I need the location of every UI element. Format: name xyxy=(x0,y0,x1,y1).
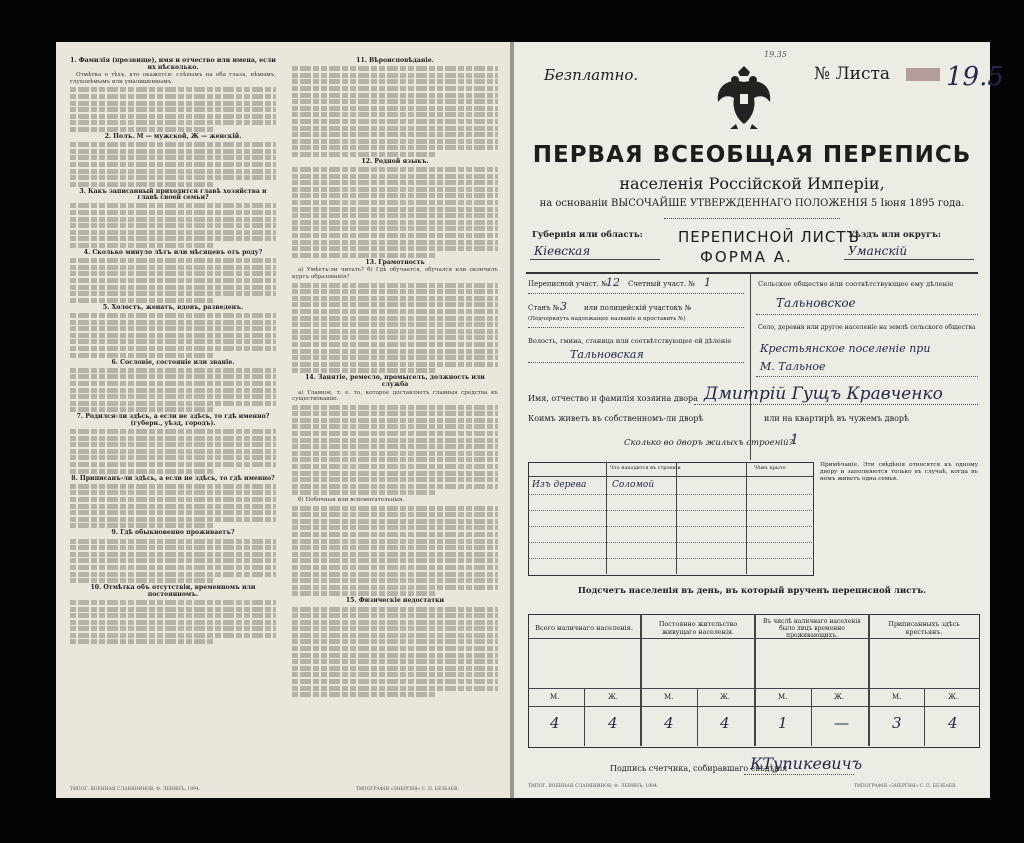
instruction-heading: 13. Грамотность xyxy=(365,258,425,266)
instruction-heading: 14. Занятіе, ремесло, промыселъ, должность или служба xyxy=(305,374,485,388)
fine-print-line xyxy=(70,572,276,577)
fine-print-line xyxy=(292,66,498,71)
fine-print-line xyxy=(292,424,498,429)
zh-label-3: Ж. xyxy=(834,693,845,701)
fine-print-line xyxy=(70,313,276,318)
instruction-heading: 8. Приписанъ-ли здѣсь, а если не здѣсь, то гдѣ именно? xyxy=(71,474,275,482)
poselenie-value: Крестьянское поселеніе при xyxy=(760,342,931,355)
stan-value: 3 xyxy=(560,300,567,313)
uezd-label: Уѣздъ или округъ: xyxy=(848,230,942,240)
fine-print-line xyxy=(292,240,498,245)
form-main-title: ПЕРВАЯ ВСЕОБЩАЯ ПЕРЕПИСЬ xyxy=(532,142,972,168)
fine-print-line xyxy=(292,646,498,651)
instructions-page xyxy=(56,42,512,798)
fine-print-line xyxy=(70,565,276,570)
fine-print-line xyxy=(70,504,276,509)
selo-label: Сельское общество или соотвѣтствующее ему дѣленіе xyxy=(758,280,954,288)
instruction-heading: 11. Вѣроисповѣданіе. xyxy=(356,57,434,64)
form-subtitle: населенія Россійской Имперіи, xyxy=(619,174,885,193)
fine-print-line xyxy=(292,578,498,583)
fine-print-line xyxy=(292,86,498,91)
sheet-number-handwritten: 19.5 xyxy=(946,62,1004,92)
fine-print-line xyxy=(292,253,436,258)
fine-print-line xyxy=(70,339,276,344)
fine-print-line xyxy=(70,87,276,92)
police-label: или полицейскій участокъ № xyxy=(584,304,692,312)
fine-print-line xyxy=(70,374,276,379)
fine-print-line xyxy=(292,289,498,294)
fine-print-line xyxy=(292,545,498,550)
instruction-heading: 10. Отмѣтка объ отсутствіи, временномъ или постоянномъ. xyxy=(90,584,256,598)
m-label-1: М. xyxy=(550,693,560,701)
fine-print-line xyxy=(292,132,498,137)
col-absent: Постоянно жительство живущаго населенія. xyxy=(658,620,738,636)
fine-print-line xyxy=(70,210,276,215)
free-label: Безплатно. xyxy=(544,66,639,84)
form-footer-left: ТИПОГ. ВОЕННАЯ СЛАВЯНИНОВ, Ф. ЛЕВИНЪ, 1894. xyxy=(528,784,659,789)
fine-print-line xyxy=(70,558,276,563)
instruction-heading: 3. Какъ записанный приходится главѣ хозяйства и главѣ своей семьи? xyxy=(79,187,267,202)
instruction-text: а) Главное, т. е. то, которое доставляетъ главныя средства къ существованію. xyxy=(292,389,498,403)
signature-value: КТупикевичъ xyxy=(750,754,863,773)
fine-print-line xyxy=(292,355,498,360)
fine-print-line xyxy=(70,639,214,644)
sheet-number-label: № Листа xyxy=(814,64,891,84)
fine-print-line xyxy=(292,457,498,462)
selo-value: Тальновское xyxy=(776,296,856,310)
fine-print-line xyxy=(292,405,498,410)
fine-print-line xyxy=(70,298,214,303)
fine-print-line xyxy=(70,539,276,544)
fine-print-line xyxy=(292,226,498,231)
fine-print-line xyxy=(70,449,276,454)
fine-print-line xyxy=(70,620,276,625)
instructions-footer-right: ТИПОГРАФІЯ «ЭНЕРГИЯ» С. П. БЕЗБАЕВ. xyxy=(356,787,459,792)
gubernia-label: Губернія или область: xyxy=(532,230,643,240)
instruction-heading: 5. Холостъ, женатъ, вдовъ, разведенъ. xyxy=(102,303,244,311)
fine-print-line xyxy=(70,155,276,160)
instruction-heading: 9. Гдѣ обыкновенно проживаетъ? xyxy=(111,529,235,537)
count-value: 4 xyxy=(608,714,618,732)
fine-print-line xyxy=(70,107,276,112)
fine-print-line xyxy=(70,490,276,495)
double-headed-eagle-icon xyxy=(714,64,774,130)
fine-print-line xyxy=(292,464,498,469)
fine-print-line xyxy=(70,368,276,373)
instructions-footer-left: ТИПОГ. ВОЕННАЯ СЛАВЯНИНОВ, Ф. ЛЕВИНЪ, 1894. xyxy=(70,787,201,792)
fine-print-line xyxy=(292,633,498,638)
fine-print-line xyxy=(70,265,276,270)
fine-print-line xyxy=(292,692,436,697)
uchastok-value: 12 xyxy=(606,276,620,289)
census-form-page xyxy=(514,42,1004,798)
instruction-heading: 2. Полъ. М — мужской, Ж — женскій. xyxy=(104,132,242,140)
gubernia-value: Кіевская xyxy=(534,244,591,258)
fine-print-line xyxy=(292,200,498,205)
own-yard-label: Коимъ живетъ въ собственномъ-ли дворѣ xyxy=(528,414,704,423)
fine-print-line xyxy=(292,490,436,495)
fine-print-line xyxy=(292,444,498,449)
fine-print-line xyxy=(70,223,276,228)
fine-print-line xyxy=(70,291,276,296)
count-value: 4 xyxy=(550,714,560,732)
fine-print-line xyxy=(292,362,498,367)
fine-print-line xyxy=(70,523,214,528)
fine-print-line xyxy=(70,578,214,583)
count-title: Подсчетъ населенія въ день, въ который врученъ переписной листъ. xyxy=(577,586,927,596)
fine-print-line xyxy=(292,585,498,590)
form-title-1: ПЕРЕПИСНОЙ ЛИСТЪ xyxy=(678,228,860,246)
count-value: 3 xyxy=(892,714,902,732)
count-value: 1 xyxy=(778,714,788,732)
fine-print-line xyxy=(292,316,498,321)
fine-print-line xyxy=(292,626,498,631)
fine-print-line xyxy=(70,510,276,515)
table-head-a: Что находится въ строеніи xyxy=(610,465,681,471)
fine-print-line xyxy=(70,285,276,290)
fine-print-line xyxy=(70,230,276,235)
buildings-label: Сколько во дворъ жилыхъ строеній? xyxy=(624,438,794,448)
fine-print-line xyxy=(70,94,276,99)
fine-print-line xyxy=(292,99,498,104)
fine-print-line xyxy=(292,329,498,334)
owner-value: Дмитрій Гущъ Кравченко xyxy=(704,384,943,404)
instruction-heading: 6. Сословіе, состояніе или званіе. xyxy=(111,358,235,366)
m-label-2: М. xyxy=(664,693,674,701)
count-value: — xyxy=(834,714,849,732)
fine-print-line xyxy=(292,471,498,476)
instruction-text: а) Умѣетъ-ли читать? б) Гдѣ обучается, обучался или окончилъ курсъ образованія? xyxy=(292,267,498,280)
instructions-column-1 xyxy=(70,56,276,786)
count-value: 4 xyxy=(720,714,730,732)
table-head-b: Чѣмъ крыто xyxy=(754,465,786,471)
fine-print-line xyxy=(70,607,276,612)
fine-print-line xyxy=(70,388,276,393)
fine-print-line xyxy=(292,558,498,563)
note-right: Примѣчаніе. Эти свѣдѣнія относятся къ одному двору и заполняются только въ случаѣ, когда въ немъ живетъ одна семья. xyxy=(820,462,978,482)
fine-print-line xyxy=(70,271,276,276)
fine-print-line xyxy=(70,633,276,638)
fine-print-line xyxy=(70,326,276,331)
form-footer-right: ТИПОГРАФІЯ «ЭНЕРГИЯ» С. П. БЕЗБАЕВ. xyxy=(854,784,957,789)
form-basis: на основаніи ВЫСОЧАЙШЕ УТВЕРЖДЕННАГО ПОЛОЖЕНІЯ 5 Іюня 1895 года. xyxy=(539,198,965,209)
owner-label: Имя, отчество и фамилія хозяина двора xyxy=(528,394,698,403)
fine-print-line xyxy=(292,653,498,658)
fine-print-line xyxy=(292,302,498,307)
m-label-3: М. xyxy=(778,693,788,701)
fine-print-line xyxy=(292,659,498,664)
fine-print-line xyxy=(70,236,276,241)
sheet-number-stamp xyxy=(906,68,940,81)
table-row1-a: Изъ дерева xyxy=(532,480,587,490)
col-temporary: Въ числѣ наличнаго населенія было лицъ временно проживающихъ. xyxy=(763,618,861,639)
fine-print-line xyxy=(70,169,276,174)
instruction-heading: 7. Родился-ли здѣсь, а если не здѣсь, то гдѣ именно? (губерн., уѣзд, городъ). xyxy=(76,413,270,427)
fine-print-line xyxy=(70,101,276,106)
fine-print-line xyxy=(292,672,498,677)
fine-print-line xyxy=(292,335,498,340)
fine-print-line xyxy=(70,127,214,132)
col-enrolled: Приписанныхъ здѣсь крестьянъ. xyxy=(888,620,960,636)
fine-print-line xyxy=(70,394,276,399)
fine-print-line xyxy=(292,167,498,172)
buildings-value: 1 xyxy=(790,432,799,448)
uezd-value: Уманскій xyxy=(848,244,908,258)
corner-marks: 19.35 xyxy=(764,50,787,59)
fine-print-line xyxy=(292,296,498,301)
fine-print-line xyxy=(70,484,276,489)
fine-print-line xyxy=(292,438,498,443)
fine-print-line xyxy=(292,207,498,212)
fine-print-line xyxy=(292,139,498,144)
volost-value: Тальновская xyxy=(570,348,644,361)
signature-label: Подпись счетчика, собиравшаго свѣдѣнія xyxy=(610,764,788,773)
fine-print-line xyxy=(70,626,276,631)
fine-print-line xyxy=(292,431,498,436)
col-present: Всего наличнаго населенія. xyxy=(535,624,633,632)
fine-print-line xyxy=(70,149,276,154)
instruction-text: Отмѣтка о тѣхъ, кто окажется: слѣпымъ на оба глаза, нѣмымъ, глухонѣмымъ или умалишеннымъ. xyxy=(70,72,276,85)
fine-print-line xyxy=(70,455,276,460)
fine-print-line xyxy=(70,182,214,187)
fine-print-line xyxy=(292,484,498,489)
fine-print-line xyxy=(292,591,436,596)
volost-label: Волость, гмина, станица или соотвѣтствующее ей дѣленіе xyxy=(528,337,732,345)
instruction-heading: 4. Сколько минуло лѣтъ или мѣсяцевъ отъ роду? xyxy=(83,249,263,257)
fine-print-line xyxy=(70,353,214,358)
fine-print-line xyxy=(292,512,498,517)
fine-print-line xyxy=(70,600,276,605)
schetny-value: 1 xyxy=(704,276,711,289)
zh-label-2: Ж. xyxy=(720,693,731,701)
zh-label-4: Ж. xyxy=(948,693,959,701)
fine-print-line xyxy=(70,497,276,502)
fine-print-line xyxy=(292,322,498,327)
fine-print-line xyxy=(292,519,498,524)
fine-print-line xyxy=(292,193,498,198)
fine-print-line xyxy=(292,152,436,157)
fine-print-line xyxy=(292,539,498,544)
fine-print-line xyxy=(70,381,276,386)
schetny-label: Счетный участ. № xyxy=(628,280,695,288)
poselenie-value-2: М. Тальное xyxy=(760,360,826,373)
fine-print-line xyxy=(70,320,276,325)
fine-print-line xyxy=(292,180,498,185)
zh-label-1: Ж. xyxy=(608,693,619,701)
instructions-column-2 xyxy=(292,56,498,786)
fine-print-line xyxy=(292,233,498,238)
fine-print-line xyxy=(70,462,276,467)
instruction-heading: 1. Фамилія (прозвище), имя и отчество или имена, если иx нѣсколько. xyxy=(70,57,276,71)
table-row1-b: Соломой xyxy=(612,480,655,490)
fine-print-line xyxy=(292,283,498,288)
fine-print-line xyxy=(292,525,498,530)
fine-print-line xyxy=(70,469,214,474)
fine-print-line xyxy=(292,309,498,314)
fine-print-line xyxy=(70,217,276,222)
fine-print-line xyxy=(70,407,214,412)
fine-print-line xyxy=(292,686,498,691)
fine-print-line xyxy=(292,607,498,612)
fine-print-line xyxy=(292,506,498,511)
fine-print-line xyxy=(70,517,276,522)
fine-print-line xyxy=(70,243,214,248)
fine-print-line xyxy=(70,278,276,283)
fine-print-line xyxy=(70,333,276,338)
flat-label: или на квартирѣ въ чужемъ дворѣ xyxy=(764,414,909,423)
fine-print-line xyxy=(292,368,436,373)
stan-label: Станъ № xyxy=(528,304,560,312)
fine-print-line xyxy=(70,545,276,550)
fine-print-line xyxy=(292,411,498,416)
fine-print-line xyxy=(292,145,498,150)
fine-print-line xyxy=(292,565,498,570)
instruction-text: б) Побочныя или вспомогательныя. xyxy=(298,497,405,503)
instruction-heading: 12. Родной языкъ. xyxy=(361,157,429,165)
fine-print-line xyxy=(70,613,276,618)
fine-print-line xyxy=(292,639,498,644)
fine-print-line xyxy=(70,120,276,125)
fine-print-line xyxy=(70,175,276,180)
fine-print-line xyxy=(292,220,498,225)
fine-print-line xyxy=(292,532,498,537)
fine-print-line xyxy=(292,174,498,179)
fine-print-line xyxy=(70,142,276,147)
fine-print-line xyxy=(292,620,498,625)
fine-print-line xyxy=(292,187,498,192)
m-label-4: М. xyxy=(892,693,902,701)
fine-print-line xyxy=(292,213,498,218)
fine-print-line xyxy=(292,572,498,577)
form-title-2: ФОРМА А. xyxy=(700,248,793,266)
count-value: 4 xyxy=(664,714,674,732)
fine-print-line xyxy=(70,401,276,406)
fine-print-line xyxy=(292,666,498,671)
fine-print-line xyxy=(292,679,498,684)
note-underline: (Подчеркнуть надлежащее названіе и проставить №) xyxy=(528,316,686,322)
fine-print-line xyxy=(292,106,498,111)
fine-print-line xyxy=(292,79,498,84)
instruction-heading: 15. Физическіе недостатки xyxy=(345,597,445,605)
fine-print-line xyxy=(292,112,498,117)
fine-print-line xyxy=(70,258,276,263)
count-value: 4 xyxy=(948,714,958,732)
fine-print-line xyxy=(70,436,276,441)
fine-print-line xyxy=(292,418,498,423)
fine-print-line xyxy=(292,246,498,251)
fine-print-line xyxy=(70,114,276,119)
fine-print-line xyxy=(292,451,498,456)
fine-print-line xyxy=(292,119,498,124)
fine-print-line xyxy=(70,442,276,447)
fine-print-line xyxy=(292,126,498,131)
fine-print-line xyxy=(292,613,498,618)
poselenie-label: Село, деревня или другое населеніе на землѣ сельского общества xyxy=(758,324,976,331)
fine-print-line xyxy=(292,349,498,354)
ornament-line xyxy=(664,218,840,219)
fine-print-line xyxy=(292,93,498,98)
fine-print-line xyxy=(292,342,498,347)
fine-print-line xyxy=(292,73,498,78)
fine-print-line xyxy=(70,346,276,351)
fine-print-line xyxy=(292,477,498,482)
fine-print-line xyxy=(70,552,276,557)
fine-print-line xyxy=(292,552,498,557)
uchastok-label: Переписной участ. № xyxy=(528,280,608,288)
fine-print-line xyxy=(70,429,276,434)
fine-print-line xyxy=(70,162,276,167)
fine-print-line xyxy=(70,203,276,208)
